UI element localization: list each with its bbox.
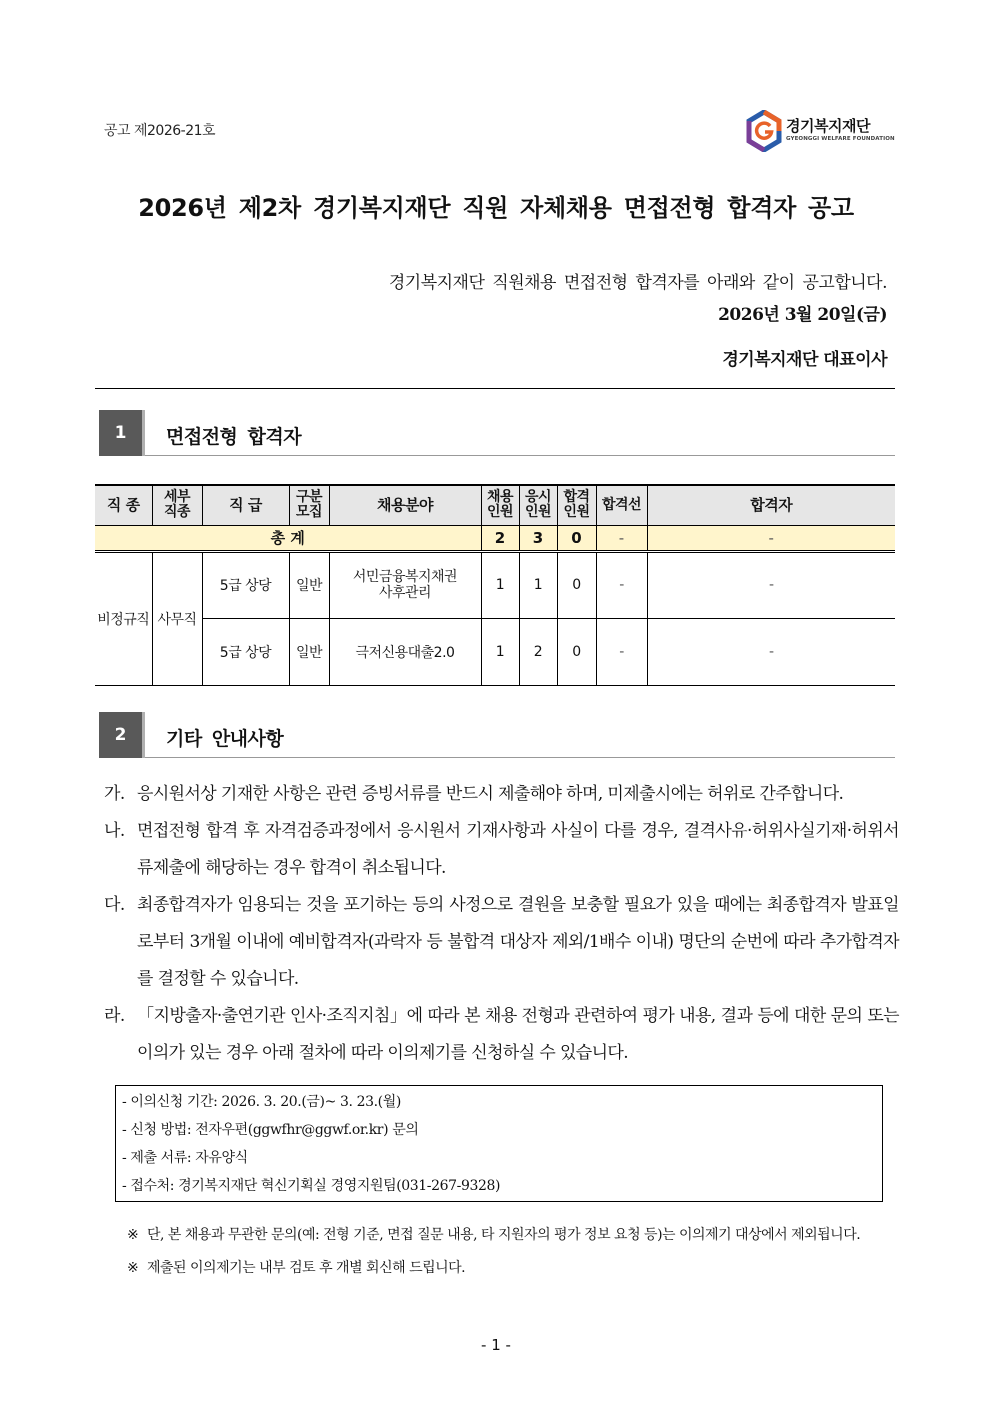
passed-cell: 0 [557, 551, 596, 618]
note-text: 단, 본 채용과 무관한 문의(예: 전형 기준, 면접 질문 내용, 타 지원자의 평가 정보 요청 등)는 이의제기 대상에서 제외됩니다. [147, 1227, 861, 1243]
item-text: 「지방출자·출연기관 인사·조직지침」에 따라 본 채용 전형과 관련하여 평가 내용, 결과 등에 대한 문의 또는 이의가 있는 경우 아래 절차에 따라 이의제기를 신청하실 수 있습니다. [137, 1006, 899, 1063]
appeal-contact: - 접수처: 경기복지재단 혁신기획실 경영지원팀(031-267-9328) [122, 1178, 501, 1194]
logo-name-english: GYEONGGI WELFARE FOUNDATION [786, 136, 895, 142]
job-type-cell: 비정규직 [95, 551, 152, 685]
intro-text: 경기복지재단 직원채용 면접전형 합격자를 아래와 같이 공고합니다. [388, 273, 887, 293]
notice-items [104, 776, 899, 1072]
header-hire-count [481, 485, 519, 525]
applicants-cell: 2 [519, 618, 557, 685]
section-underline [145, 455, 895, 456]
item-text: 면접전형 합격 후 자격검증과정에서 응시원서 기재사항과 사실이 다를 경우, 결격사유·허위사실기재·허위서류제출에 해당하는 경우 합격이 취소됩니다. [137, 821, 899, 878]
header-recruit-line2: 모집 [295, 504, 323, 521]
section-2-heading [99, 712, 895, 758]
list-item [104, 813, 899, 887]
logo-hexagon-icon [746, 110, 782, 152]
total-passed: 0 [557, 525, 596, 551]
section-number: 1 [99, 410, 145, 456]
issuer: 경기복지재단 대표이사 [722, 350, 887, 370]
sub-type-cell: 사무직 [152, 551, 202, 685]
appeal-info-box [115, 1085, 883, 1202]
list-item [104, 887, 899, 998]
item-marker: 다. [104, 895, 125, 915]
appeal-documents: - 제출 서류: 자유양식 [122, 1150, 248, 1166]
header-sub-type [152, 485, 202, 525]
applicants-cell: 1 [519, 551, 557, 618]
section-number: 2 [99, 712, 145, 758]
grade-cell: 5급 상당 [202, 551, 289, 618]
total-hire-count: 2 [481, 525, 519, 551]
header-applicants-line2: 인원 [524, 504, 552, 521]
item-text: 최종합격자가 임용되는 것을 포기하는 등의 사정으로 결원을 보충할 필요가 있을 때에는 최종합격자 발표일로부터 3개월 이내에 예비합격자(과락자 등 불합격 대상자 제외/1배수 이내) 명단의 순번에 따라 추가합격자를 결정할 수 있습니다. [137, 895, 899, 989]
document-title: 2026년 제2차 경기복지재단 직원 자체채용 면접전형 합격자 공고 [138, 194, 854, 222]
notice-date: 2026년 3월 20일(금) [718, 305, 887, 325]
field-line1: 서민금융복지채권 [352, 569, 458, 585]
page-number: - 1 - [481, 1336, 511, 1354]
item-marker: 나. [104, 821, 125, 841]
header-hire-count-line1: 채용 [486, 489, 514, 506]
table-row [95, 551, 895, 618]
header-sub-type-line1: 세부 [163, 489, 191, 506]
header-recruit [289, 485, 329, 525]
total-label: 총 계 [95, 525, 481, 551]
note-marker: ※ [127, 1227, 139, 1243]
total-row [95, 525, 895, 551]
header-applicants-line1: 응시 [524, 489, 552, 506]
section-1-heading [99, 410, 895, 456]
note-marker: ※ [127, 1260, 139, 1276]
section-underline [145, 757, 895, 758]
footnote [127, 1255, 897, 1282]
list-item [104, 776, 899, 813]
appeal-period: - 이의신청 기간: 2026. 3. 20.(금)~ 3. 23.(월) [122, 1094, 401, 1110]
hire-count-cell: 1 [481, 618, 519, 685]
section-title: 기타 안내사항 [166, 728, 284, 750]
logo-name-korean: 경기복지재단 [786, 117, 870, 135]
winners-cell: - [647, 551, 895, 618]
foundation-logo [746, 110, 896, 152]
footnotes [127, 1222, 897, 1288]
header-passed-line1: 합격 [563, 489, 590, 506]
total-winners: - [647, 525, 895, 551]
item-text: 응시원서상 기재한 사항은 관련 증빙서류를 반드시 제출해야 하며, 미제출시에는 허위로 간주합니다. [137, 784, 844, 804]
header-field: 채용분야 [329, 485, 481, 525]
item-marker: 가. [104, 784, 125, 804]
cutoff-cell: - [596, 551, 647, 618]
header-recruit-line1: 구분 [295, 489, 323, 506]
footnote [127, 1222, 897, 1249]
section-title: 면접전형 합격자 [166, 426, 302, 448]
recruit-cell: 일반 [289, 551, 329, 618]
header-passed-line2: 인원 [563, 504, 590, 521]
total-applicants: 3 [519, 525, 557, 551]
header-sub-type-line2: 직종 [163, 504, 191, 521]
table-row [95, 618, 895, 685]
header-job-type: 직 종 [95, 485, 152, 525]
field-line2: 사후관리 [378, 585, 432, 601]
header-cutoff: 합격선 [596, 485, 647, 525]
header-passed [557, 485, 596, 525]
list-item [104, 998, 899, 1072]
header-grade: 직 급 [202, 485, 289, 525]
recruit-cell: 일반 [289, 618, 329, 685]
notice-number: 공고 제2026-21호 [104, 123, 216, 139]
field-cell [329, 551, 481, 618]
passed-cell: 0 [557, 618, 596, 685]
note-text: 제출된 이의제기는 내부 검토 후 개별 회신해 드립니다. [147, 1260, 466, 1276]
table-header-row [95, 485, 895, 525]
field-cell: 극저신용대출2.0 [329, 618, 481, 685]
header-applicants [519, 485, 557, 525]
header-hire-count-line2: 인원 [486, 504, 514, 521]
appeal-method: - 신청 방법: 전자우편(ggwfhr@ggwf.or.kr) 문의 [122, 1122, 419, 1138]
hire-results-table [95, 484, 895, 686]
hire-count-cell: 1 [481, 551, 519, 618]
grade-cell: 5급 상당 [202, 618, 289, 685]
total-cutoff: - [596, 525, 647, 551]
winners-cell: - [647, 618, 895, 685]
item-marker: 라. [104, 1006, 125, 1026]
cutoff-cell: - [596, 618, 647, 685]
header-winners: 합격자 [647, 485, 895, 525]
header-divider [95, 388, 895, 389]
